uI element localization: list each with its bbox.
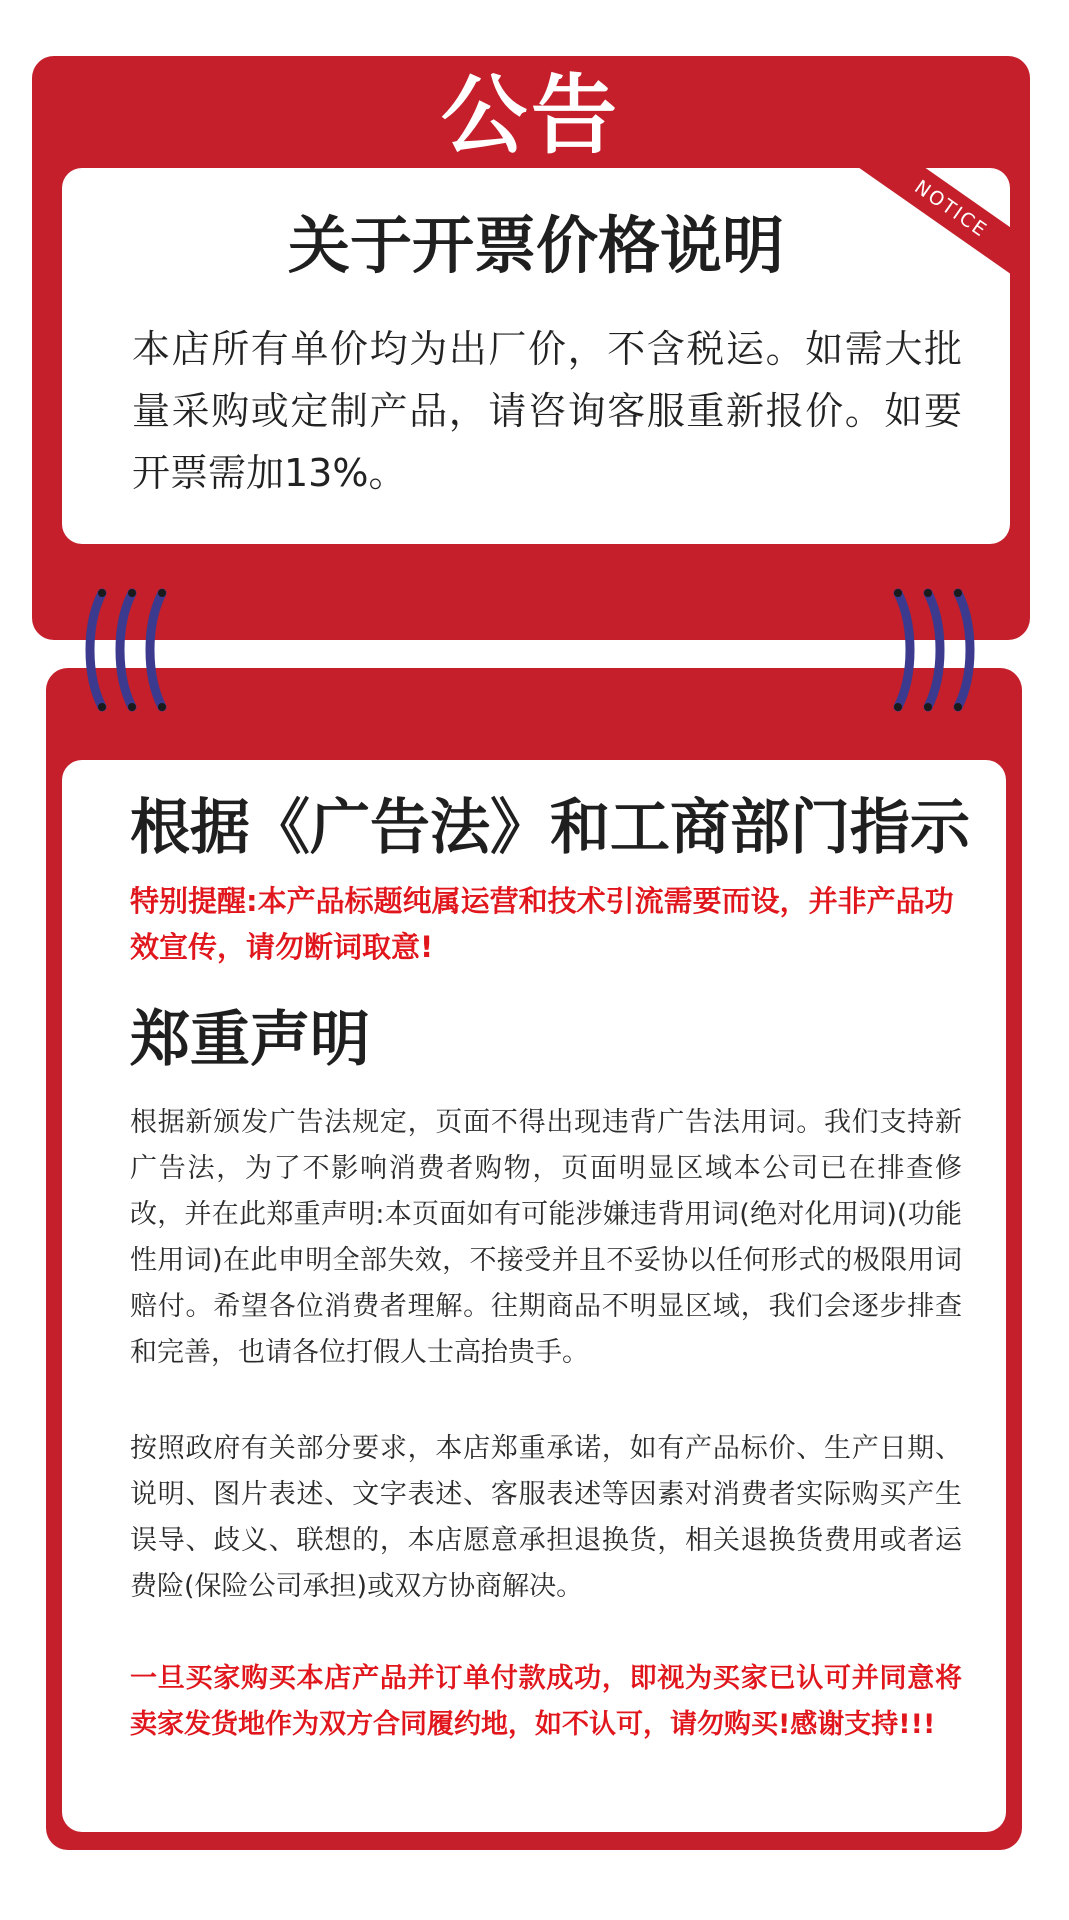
binder-rings-right-icon xyxy=(880,585,976,715)
invoice-body: 本店所有单价均为出厂价，不含税运。如需大批量采购或定制产品，请咨询客服重新报价。如要开票需加13%。 xyxy=(132,327,962,495)
statement-panel xyxy=(46,668,1022,1850)
ad-law-title: 根据《广告法》和工商部门指示 xyxy=(130,793,970,863)
statement-paragraph: 根据新颁发广告法规定，页面不得出现违背广告法用词。我们支持新广告法，为了不影响消费者购物，页面明显区域本公司已在排查修改，并在此郑重声明:本页面如有可能涉嫌违背用词(绝对化用词)(功能性用词)在此申明全部失效，不接受并且不妥协以任何形式的极限用词赔付。希望各位消费者理解。往期商品不明显区域，我们会逐步排查和完善，也请各位打假人士高抬贵手。 xyxy=(130,1107,962,1368)
statement-paragraph: 按照政府有关部分要求，本店郑重承诺，如有产品标价、生产日期、说明、图片表述、文字表述、客服表述等因素对消费者实际购买产生误导、歧义、联想的，本店愿意承担退换货，相关退换货费用或者运费险(保险公司承担)或双方协商解决。 xyxy=(130,1433,962,1602)
notice-panel xyxy=(32,56,1030,640)
statement-title: 郑重声明 xyxy=(130,1005,370,1075)
notice-ribbon: NOTICE xyxy=(838,168,1010,296)
special-reminder: 特别提醒:本产品标题纯属运营和技术引流需要而设，并非产品功效宣传，请勿断词取意! xyxy=(130,884,954,964)
statement-card xyxy=(62,760,1006,1832)
statement-warning: 一旦买家购买本店产品并订单付款成功，即视为买家已认可并同意将卖家发货地作为双方合同履约地，如不认可，请勿购买!感谢支持!!! xyxy=(130,1663,962,1740)
notice-heading: 公告 xyxy=(441,66,621,166)
invoice-title: 关于开票价格说明 xyxy=(287,209,784,282)
binder-rings-left-icon xyxy=(84,585,180,715)
invoice-card xyxy=(62,168,1010,544)
